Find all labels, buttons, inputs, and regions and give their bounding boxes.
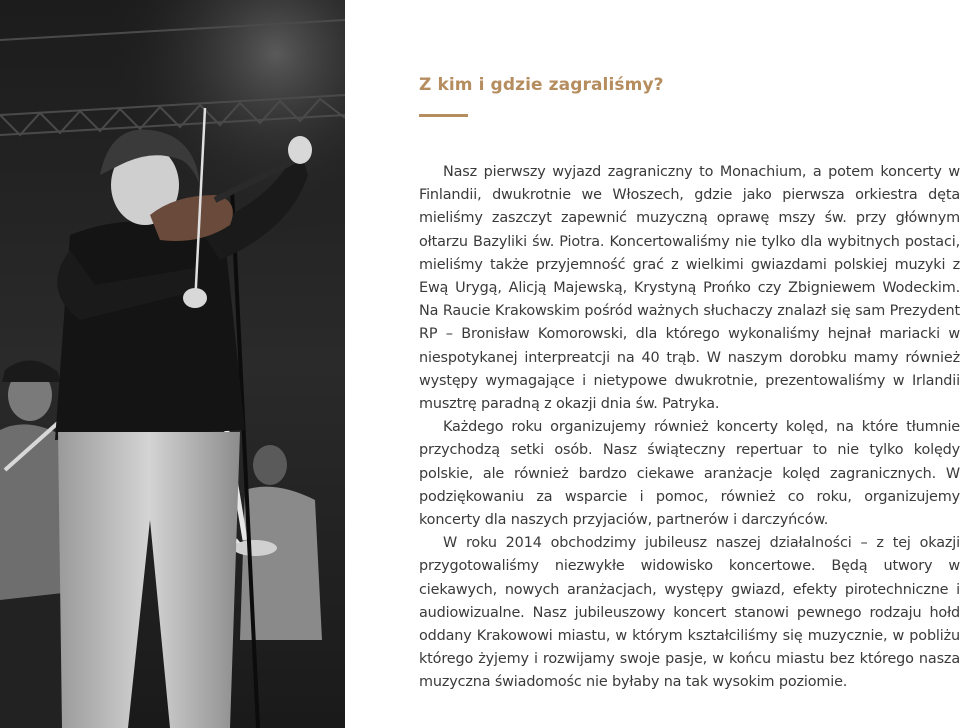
violinist-photo <box>0 0 345 728</box>
article <box>419 0 960 728</box>
heading-underline <box>419 114 468 117</box>
article-heading: Z kim i gdzie zagraliśmy? <box>419 75 664 95</box>
paragraph-3: W roku 2014 obchodzimy jubileusz naszej działalności – z tej okazji przygotowaliśmy niezwykłe widowisko koncertowe. Będą utwory w ciekawych, nowych aranżacjach, występy gwiazd, efekty pirotechniczne i audiowizualne. Nasz jubileuszowy koncert stanowi pewnego rodzaju hołd oddany Krakowowi miastu, w którym kształciliśmy się muzycznie, w pobliżu którego żyjemy i rozwijamy swoje pasje, w końcu miastu bez którego nasza muzyczna świadomośc nie byłaby na tak wysokim poziomie. <box>419 535 960 691</box>
article-body <box>419 161 960 695</box>
violinist-on-stage-photo-icon <box>0 0 345 728</box>
paragraph-1: Nasz pierwszy wyjazd zagraniczny to Monachium, a potem koncerty w Finlandii, dwukrotnie we Włoszech, gdzie jako pierwsza orkiestra dęta mieliśmy zaszczyt zapewnić muzyczną oprawę mszy św. przy głównym ołtarzu Bazyliki św. Piotra. Koncertowaliśmy nie tylko dla wybitnych postaci, mieliśmy także przyjemność grać z wielkimi gwiazdami polskiej muzyki z Ewą Urygą, Alicją Majewską, Krystyną Prońko czy Zbigniewem Wodeckim. Na Raucie Krakowskim pośród ważnych słuchaczy znalazł się sam Prezydent RP – Bronisław Komorowski, dla którego wykonaliśmy hejnał mariacki w niespotykanej interpreatcji na 40 trąb. W naszym dorobku mamy również występy wymagające i nietypowe dwukrotnie, prezentowaliśmy w Irlandii musztrę paradną z okazji dnia św. Patryka. <box>419 164 960 413</box>
paragraph-2: Każdego roku organizujemy również koncerty kolęd, na które tłumnie przychodzą setki osób. Nasz świąteczny repertuar to nie tylko kolędy polskie, ale również bardzo ciekawe aranżacje kolęd zagranicznych. W podziękowaniu za wsparcie i pomoc, również co roku, organizujemy koncerty dla naszych przyjaciów, partnerów i darczyńców. <box>419 419 960 529</box>
